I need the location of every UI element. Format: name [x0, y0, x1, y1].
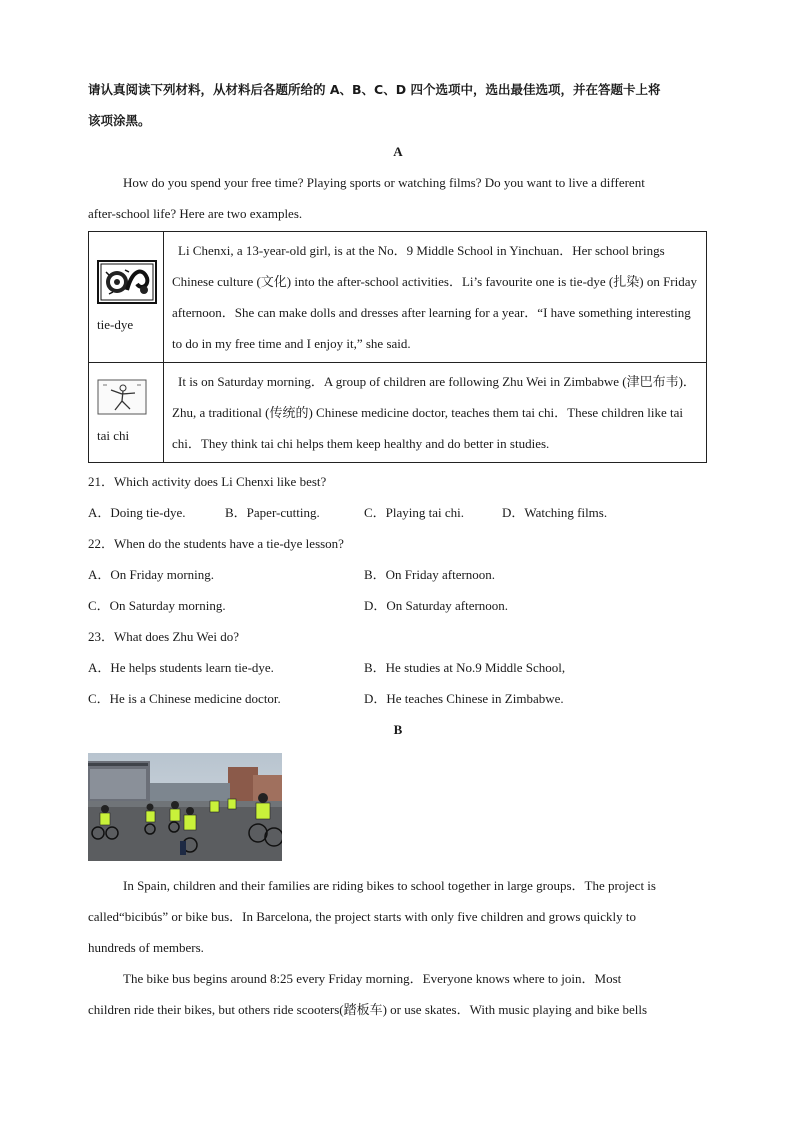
- q22-option-d[interactable]: D．On Saturday afternoon.: [364, 598, 509, 613]
- q21-option-d[interactable]: D．Watching films.: [502, 505, 608, 520]
- question-22-stem: 22．When do the students have a tie-dye lesson?: [88, 536, 344, 551]
- tai-chi-icon: [97, 379, 147, 415]
- q22-option-a[interactable]: A．On Friday morning.: [88, 567, 215, 582]
- q21-option-c[interactable]: C．Playing tai chi.: [364, 505, 465, 520]
- instruction-line-2: 该项涂黑。: [88, 113, 151, 128]
- tie-dye-text: Li Chenxi, a 13-year-old girl, is at the No．9 Middle School in Yinchuan．Her school brings Chinese culture (文化) into the after-school activities．Li’s favourite one is tie-dye (扎染) on Friday afternoon．She can make dolls and dresses after learning for a year．“I have something interesting to do in my free time and I enjoy it,” she said.: [164, 232, 707, 363]
- table-row: [89, 363, 707, 463]
- instruction-line-1: 请认真阅读下列材料，从材料后各题所给的 A、B、C、D 四个选项中，选出最佳选项，并在答题卡上将: [88, 82, 661, 97]
- question-23-options-row-2: [88, 683, 708, 714]
- tai-chi-cell: [89, 363, 164, 463]
- section-a-heading: A: [393, 144, 403, 159]
- question-21-stem: 21．Which activity does Li Chenxi like best?: [88, 474, 327, 489]
- intro-line-2: after-school life? Here are two examples.: [88, 206, 303, 221]
- q23-option-b[interactable]: B．He studies at No.9 Middle School,: [364, 660, 566, 675]
- question-21-options: [88, 497, 708, 528]
- examples-table: [88, 231, 707, 463]
- question-22-options-row-1: [88, 559, 708, 590]
- q23-option-d[interactable]: D．He teaches Chinese in Zimbabwe.: [364, 691, 564, 706]
- table-row: [89, 232, 707, 363]
- tai-chi-label: tai chi: [97, 428, 130, 443]
- q23-option-c[interactable]: C．He is a Chinese medicine doctor.: [88, 691, 281, 706]
- children-riding-bikes-photo: [88, 753, 282, 861]
- b-paragraph-1-line-3: hundreds of members.: [88, 940, 204, 955]
- b-paragraph-2-line-2: children ride their bikes, but others ride scooters(踏板车) or use skates．With music playing and bike bells: [88, 1002, 648, 1017]
- q23-option-a[interactable]: A．He helps students learn tie-dye.: [88, 660, 274, 675]
- tie-dye-icon: [97, 260, 157, 304]
- section-b-heading: B: [393, 722, 403, 737]
- b-paragraph-2-line-1: The bike bus begins around 8:25 every Friday morning．Everyone knows where to join．Most: [123, 971, 622, 986]
- tie-dye-cell: [89, 232, 164, 363]
- b-paragraph-1-line-1: In Spain, children and their families are riding bikes to school together in large groups．The project is: [123, 878, 656, 893]
- q21-option-b[interactable]: B．Paper-cutting.: [225, 505, 320, 520]
- q22-option-c[interactable]: C．On Saturday morning.: [88, 598, 226, 613]
- question-23-stem: 23．What does Zhu Wei do?: [88, 629, 240, 644]
- q21-option-a[interactable]: A．Doing tie-dye.: [88, 505, 186, 520]
- b-paragraph-1-line-2: called“bicibús” or bike bus．In Barcelona, the project starts with only five children and grows quickly to: [88, 909, 637, 924]
- q22-option-b[interactable]: B．On Friday afternoon.: [364, 567, 496, 582]
- tie-dye-label: tie-dye: [97, 316, 134, 332]
- question-22-options-row-2: [88, 590, 708, 621]
- intro-line-1: How do you spend your free time? Playing sports or watching films? Do you want to live a different: [123, 175, 645, 190]
- question-23-options-row-1: [88, 652, 708, 683]
- exam-page: [88, 74, 708, 1025]
- tai-chi-text: It is on Saturday morning．A group of children are following Zhu Wei in Zimbabwe (津巴布韦)．Zhu, a traditional (传统的) Chinese medicine doctor, teaches them tai chi．These children like tai chi．They think tai chi helps them keep healthy and do better in studies.: [164, 363, 707, 463]
